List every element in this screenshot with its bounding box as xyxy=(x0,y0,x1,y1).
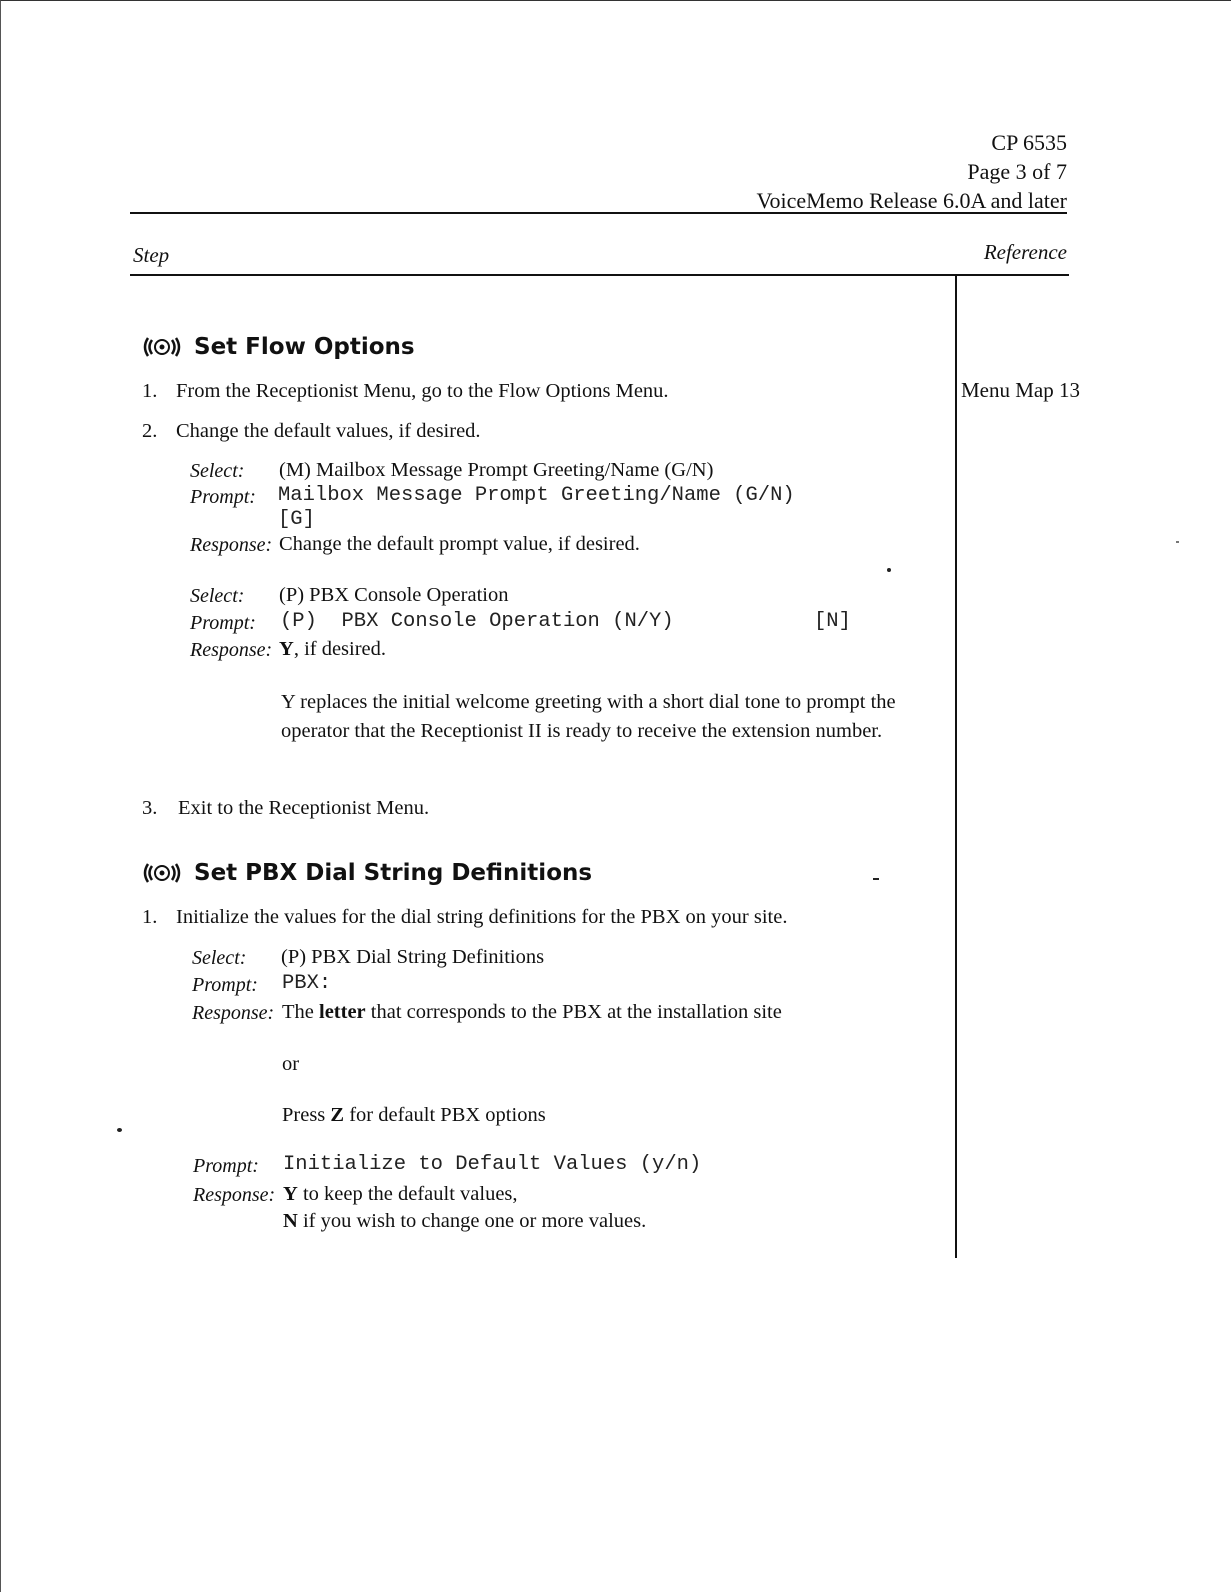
response-key: letter xyxy=(319,1001,366,1023)
response-value: Change the default prompt value, if desired. xyxy=(279,533,640,555)
section-title-flow-options xyxy=(142,334,415,360)
response-rest: if you wish to change one or more values. xyxy=(297,1210,647,1232)
column-heading-rule xyxy=(130,274,1069,276)
or-text: or xyxy=(282,1053,300,1075)
prompt-value: Mailbox Message Prompt Greeting/Name (G/N) xyxy=(278,484,795,507)
section-title-text: Set Flow Options xyxy=(194,334,415,360)
note-paragraph: Y replaces the initial welcome greeting with a short dial tone to prompt the operator that the Receptionist II is ready to receive the extension number. xyxy=(281,691,896,742)
prompt-label: Prompt: xyxy=(193,1155,259,1177)
prompt-label: Prompt: xyxy=(190,486,256,508)
step-number: 1. xyxy=(142,906,158,928)
doc-number: CP 6535 xyxy=(991,130,1067,155)
header-rule xyxy=(130,212,1067,214)
page-header xyxy=(756,128,1067,215)
prompt-label: Prompt: xyxy=(192,974,258,996)
step-text: Exit to the Receptionist Menu. xyxy=(178,797,430,819)
press-text xyxy=(282,1104,546,1127)
reference-menu-map: Menu Map 13 xyxy=(961,378,1080,402)
press-post: for default PBX options xyxy=(344,1104,546,1126)
select-value: (P) PBX Console Operation xyxy=(279,584,509,606)
response-key: Y xyxy=(279,638,294,660)
step-text: Change the default values, if desired. xyxy=(176,420,481,442)
scan-speck xyxy=(1176,541,1179,543)
speaker-waves-icon xyxy=(142,861,182,885)
response-label: Response: xyxy=(190,639,273,661)
select-value: (M) Mailbox Message Prompt Greeting/Name (G/N) xyxy=(279,459,714,481)
section-title-text: Set PBX Dial String Definitions xyxy=(194,860,593,886)
press-key: Z xyxy=(330,1104,345,1126)
speaker-waves-icon xyxy=(142,335,182,359)
prompt-value: PBX: xyxy=(282,972,332,995)
step-text: Initialize the values for the dial string definitions for the PBX on your site. xyxy=(176,906,788,928)
reference-column-divider xyxy=(955,275,957,1258)
response-value xyxy=(279,638,386,661)
response-label: Response: xyxy=(192,1002,275,1024)
response-value xyxy=(282,1001,782,1024)
select-value: (P) PBX Dial String Definitions xyxy=(281,946,545,968)
response-pre: The xyxy=(282,1001,319,1023)
scan-speck xyxy=(887,568,891,572)
response-value xyxy=(283,1183,518,1206)
prompt-value: Initialize to Default Values (y/n) xyxy=(283,1153,702,1176)
release-info: VoiceMemo Release 6.0A and later xyxy=(756,188,1067,213)
press-pre: Press xyxy=(282,1104,331,1126)
step-number: 2. xyxy=(142,420,158,442)
select-label: Select: xyxy=(190,460,245,482)
page-number: Page 3 of 7 xyxy=(967,159,1067,184)
step-column-heading: Step xyxy=(133,243,170,267)
scan-speck xyxy=(117,1128,122,1132)
response-rest: , if desired. xyxy=(293,638,387,660)
response-rest: to keep the default values, xyxy=(297,1183,518,1205)
response-label: Response: xyxy=(193,1184,276,1206)
response-key: N xyxy=(283,1210,298,1232)
step-text: From the Receptionist Menu, go to the Flow Options Menu. xyxy=(176,380,669,402)
response-key: Y xyxy=(283,1183,298,1205)
section-title-pbx-dial-strings xyxy=(142,860,592,886)
select-label: Select: xyxy=(190,585,245,607)
reference-column-heading: Reference xyxy=(983,240,1067,264)
step-number: 1. xyxy=(142,380,158,402)
response-post: that corresponds to the PBX at the installation site xyxy=(365,1001,782,1023)
prompt-label: Prompt: xyxy=(190,612,256,634)
response-label: Response: xyxy=(190,534,273,556)
prompt-default: [N] xyxy=(814,610,851,633)
prompt-default: [G] xyxy=(278,508,315,531)
scan-speck xyxy=(873,878,879,880)
step-number: 3. xyxy=(142,797,158,819)
response-value xyxy=(283,1210,646,1233)
prompt-value: (P) PBX Console Operation (N/Y) xyxy=(280,610,674,633)
select-label: Select: xyxy=(192,947,247,969)
